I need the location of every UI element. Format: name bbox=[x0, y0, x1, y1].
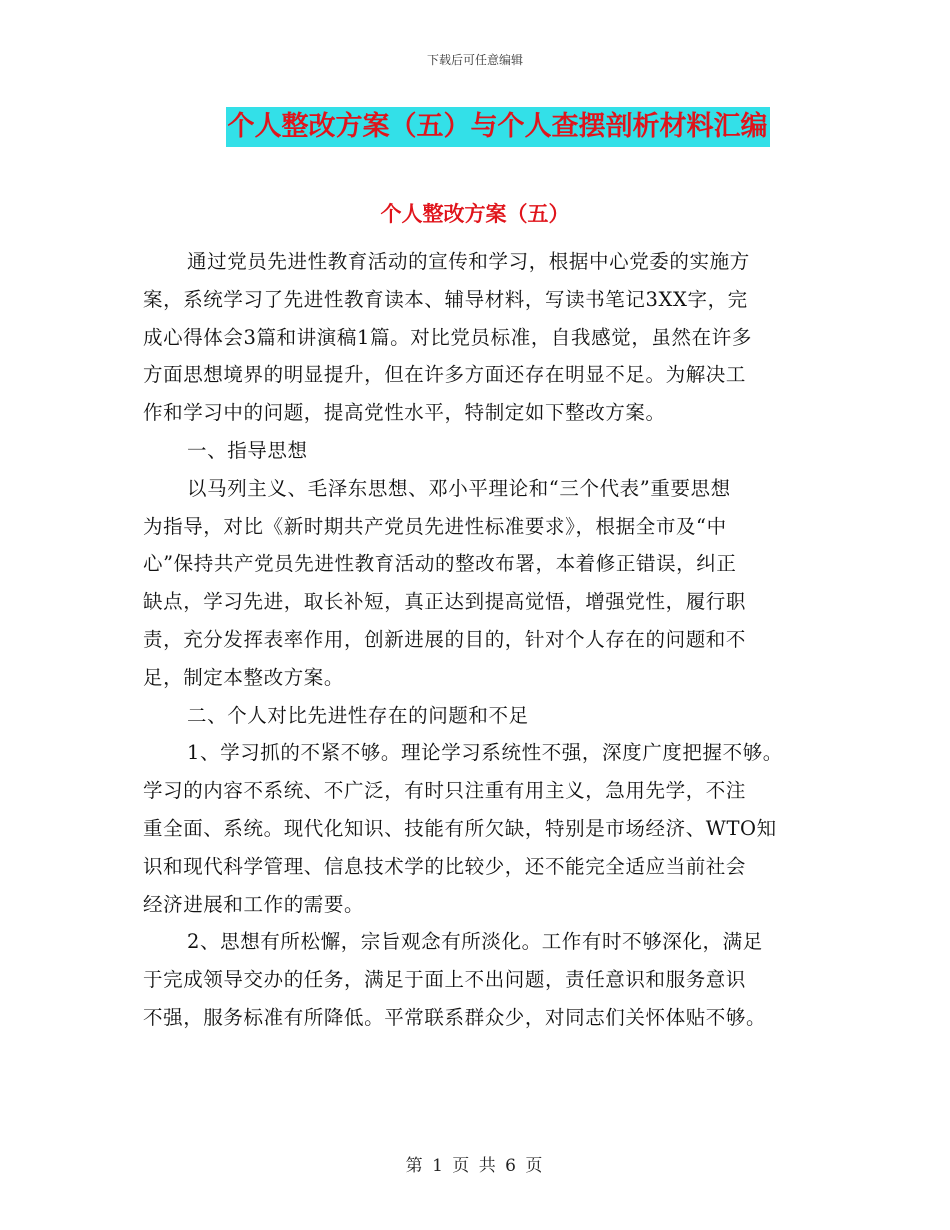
body-line: 学习的内容不系统、不广泛，有时只注重有用主义，急用先学，不注 bbox=[143, 779, 747, 803]
body-line: 成心得体会3篇和讲演稿1篇。对比党员标准，自我感觉，虽然在许多 bbox=[143, 325, 752, 349]
body-line: 经济进展和工作的需要。 bbox=[143, 892, 365, 916]
body-line: 1、学习抓的不紧不够。理论学习系统性不强，深度广度把握不够。 bbox=[187, 741, 783, 765]
body-line: 为指导，对比《新时期共产党员先进性标准要求》，根据全市及“中 bbox=[143, 514, 727, 538]
body-line: 不强，服务标准有所降低。平常联系群众少，对同志们关怀体贴不够。 bbox=[143, 1005, 767, 1029]
body-line: 识和现代科学管理、信息技术学的比较少，还不能完全适应当前社会 bbox=[143, 854, 747, 878]
body-line: 心”保持共产党员先进性教育活动的整改布署，本着修正错误，纠正 bbox=[143, 552, 737, 576]
page-header-note: 下载后可任意编辑 bbox=[426, 53, 523, 67]
body-line: 重全面、系统。现代化知识、技能有所欠缺，特别是市场经济、WTO知 bbox=[143, 816, 777, 840]
title-container bbox=[0, 107, 950, 147]
body-line: 2、思想有所松懈，宗旨观念有所淡化。工作有时不够深化，满足 bbox=[187, 930, 763, 954]
section-heading: 二、个人对比先进性存在的问题和不足 bbox=[187, 703, 529, 727]
body-line: 足，制定本整改方案。 bbox=[143, 665, 345, 689]
body-line: 缺点，学习先进，取长补短，真正达到提高觉悟，增强党性，履行职 bbox=[143, 590, 747, 614]
document-title: 个人整改方案（五）与个人查摆剖析材料汇编 bbox=[226, 107, 770, 147]
body-line: 于完成领导交办的任务，满足于面上不出问题，责任意识和服务意识 bbox=[143, 968, 747, 992]
body-line: 以马列主义、毛泽东思想、邓小平理论和“三个代表”重要思想 bbox=[187, 476, 731, 500]
section-heading: 一、指导思想 bbox=[187, 438, 308, 462]
body-line: 通过党员先进性教育活动的宣传和学习，根据中心党委的实施方 bbox=[187, 250, 750, 273]
section-subtitle: 个人整改方案（五） bbox=[380, 201, 570, 226]
page-number-footer: 第 1 页 共 6 页 bbox=[405, 1156, 545, 1176]
body-line: 作和学习中的问题，提高党性水平，特制定如下整改方案。 bbox=[143, 401, 666, 425]
body-line: 责，充分发挥表率作用，创新进展的目的，针对个人存在的问题和不 bbox=[143, 627, 747, 651]
body-line: 方面思想境界的明显提升，但在许多方面还存在明显不足。为解决工 bbox=[143, 363, 747, 387]
body-line: 案，系统学习了先进性教育读本、辅导材料，写读书笔记3XX字，完 bbox=[143, 287, 748, 311]
document-body bbox=[143, 243, 815, 1037]
